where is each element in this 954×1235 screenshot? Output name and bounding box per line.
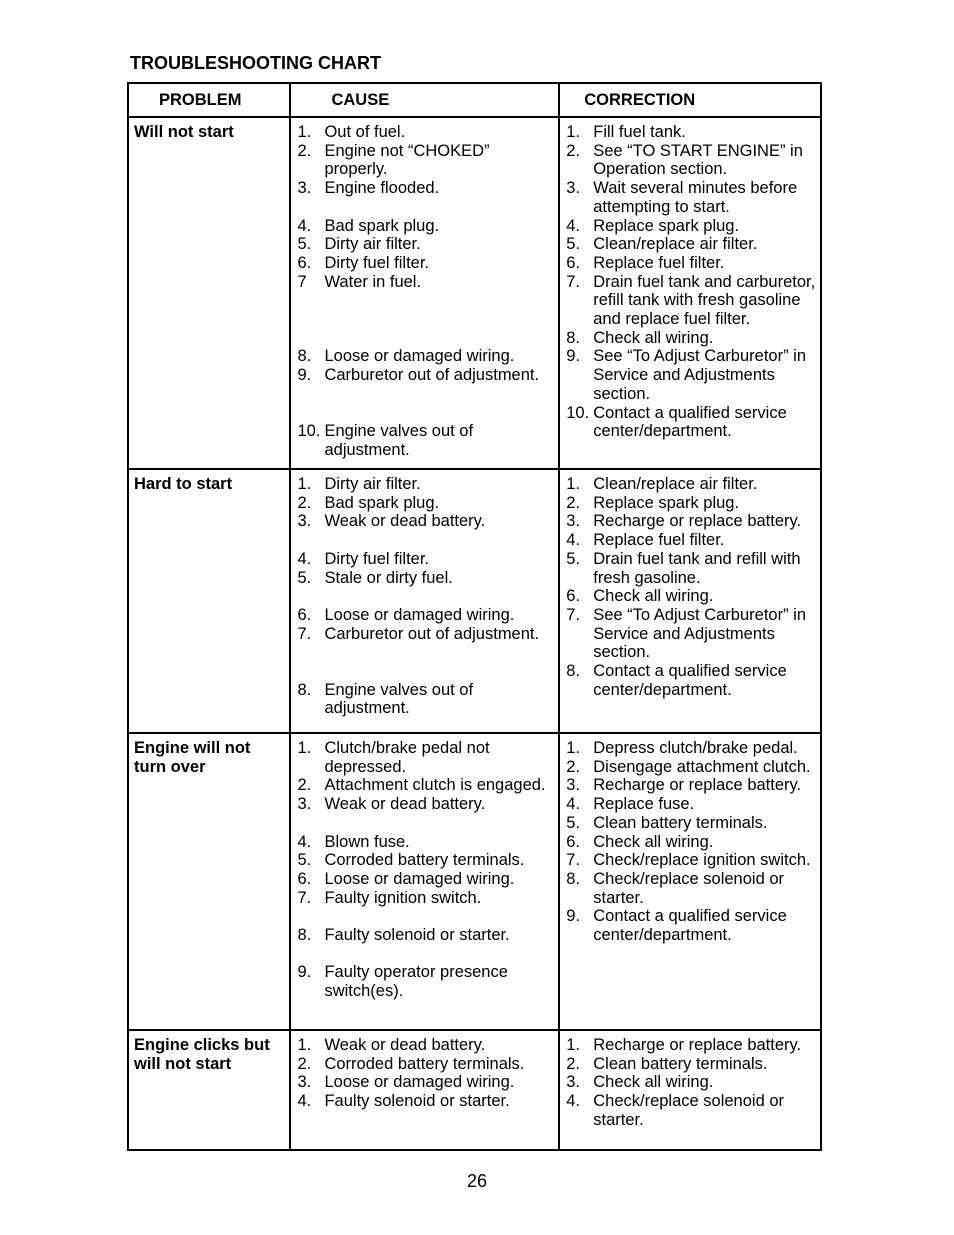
correction-cell — [559, 469, 821, 733]
list-item: 3. Engine flooded. — [297, 179, 440, 198]
cause-cell — [290, 469, 559, 733]
list-item: 1. Weak or dead battery. — [297, 1036, 486, 1054]
page-number: 26 — [466, 1171, 488, 1191]
list-item: 1. Clutch/brake pedal not depressed. — [297, 739, 490, 776]
cause-list — [291, 118, 558, 466]
list-item: 8. Faulty solenoid or starter. — [297, 926, 510, 944]
correction-cell — [559, 117, 821, 469]
list-item: 2. See “TO START ENGINE” in Operation section. — [566, 141, 803, 179]
table-row — [128, 1030, 821, 1150]
list-item: 5. Corroded battery terminals. — [297, 851, 525, 870]
list-item: 4. Replace spark plug. — [566, 216, 740, 235]
list-item: 3. Recharge or replace battery. — [566, 776, 802, 795]
list-item: 9. See “To Adjust Carburetor” in Service and Adjustments section. — [566, 347, 807, 403]
list-item: 3. Loose or damaged wiring. — [297, 1073, 515, 1092]
cause-list — [291, 734, 558, 1007]
list-item: 7. Carburetor out of adjustment. — [297, 624, 540, 643]
list-item: 6. Loose or damaged wiring. — [297, 869, 515, 888]
list-item: 1. Clean/replace air filter. — [566, 475, 758, 493]
list-item: 2. Engine not “CHOKED” properly. — [297, 141, 490, 179]
list-item: 8. Loose or damaged wiring. — [297, 347, 515, 366]
page-title: TROUBLESHOOTING CHART — [130, 53, 381, 73]
list-item: 1. Out of fuel. — [297, 123, 406, 141]
list-item: 7. See “To Adjust Carburetor” in Service and Adjustments section. — [566, 605, 807, 662]
list-item: 8. Engine valves out of adjustment. — [297, 680, 474, 718]
list-item: 2. Clean battery terminals. — [566, 1054, 768, 1073]
list-item: 7. Drain fuel tank and carburetor, refill tank with fresh gasoline and replace fuel filter. — [566, 272, 816, 329]
list-item: 9. Contact a qualified service center/department. — [566, 907, 787, 945]
list-item: 1. Fill fuel tank. — [566, 123, 686, 141]
cause-list — [291, 1031, 558, 1117]
problem-cell: Engine will not turn over — [128, 733, 290, 1030]
list-item: 6. Loose or damaged wiring. — [297, 605, 515, 624]
problem-cell: Will not start — [128, 117, 290, 469]
list-item: 1. Recharge or replace battery. — [566, 1036, 802, 1054]
list-item: 6. Replace fuel filter. — [566, 253, 725, 272]
correction-list — [560, 1031, 820, 1136]
table-header-row — [128, 83, 821, 117]
list-item: 3. Weak or dead battery. — [297, 795, 486, 814]
table-row — [128, 733, 821, 1030]
list-item: 4. Blown fuse. — [297, 832, 410, 851]
correction-list — [560, 470, 820, 705]
list-item: 8. Check all wiring. — [566, 328, 714, 347]
list-item: 6. Check all wiring. — [566, 832, 714, 851]
list-item: 6. Check all wiring. — [566, 587, 714, 606]
list-item: 2. Bad spark plug. — [297, 493, 440, 512]
list-item: 10. Contact a qualified service center/department. — [566, 403, 787, 441]
list-item: 2. Disengage attachment clutch. — [566, 757, 811, 776]
list-item: 3. Wait several minutes before attempting to start. — [566, 179, 798, 216]
correction-cell — [559, 1030, 821, 1150]
list-item: 4. Dirty fuel filter. — [297, 549, 429, 568]
list-item: 5. Clean/replace air filter. — [566, 235, 758, 254]
list-item: 3. Recharge or replace battery. — [566, 512, 802, 531]
cause-cell — [290, 1030, 559, 1150]
list-item: 4. Faulty solenoid or starter. — [297, 1092, 510, 1111]
list-item: 5. Clean battery terminals. — [566, 813, 768, 832]
list-item: 9. Faulty operator presence switch(es). — [297, 963, 508, 1001]
list-item: 5. Stale or dirty fuel. — [297, 568, 453, 587]
table-row — [128, 469, 821, 733]
list-item: 8. Check/replace solenoid or starter. — [566, 869, 785, 907]
list-item: 5. Dirty air filter. — [297, 235, 421, 254]
list-item: 9. Carburetor out of adjustment. — [297, 366, 540, 385]
cause-list — [291, 470, 558, 724]
list-item: 4. Replace fuse. — [566, 795, 695, 814]
correction-list — [560, 734, 820, 951]
list-item: 10. Engine valves out of adjustment. — [297, 422, 474, 459]
troubleshooting-table — [127, 82, 822, 1151]
cause-cell — [290, 733, 559, 1030]
list-item: 2. Replace spark plug. — [566, 493, 740, 512]
header-problem: PROBLEM — [128, 83, 290, 117]
list-item: 4. Check/replace solenoid or starter. — [566, 1092, 785, 1129]
list-item: 7. Check/replace ignition switch. — [566, 851, 811, 870]
header-correction: CORRECTION — [559, 83, 821, 117]
list-item: 7. Faulty ignition switch. — [297, 888, 482, 907]
list-item: 1. Dirty air filter. — [297, 475, 421, 493]
cause-cell — [290, 117, 559, 469]
list-item: 5. Drain fuel tank and refill with fresh gasoline. — [566, 549, 801, 587]
list-item: 4. Replace fuel filter. — [566, 531, 725, 550]
header-cause: CAUSE — [290, 83, 559, 117]
problem-cell: Hard to start — [128, 469, 290, 733]
correction-list — [560, 118, 820, 447]
list-item: 3. Check all wiring. — [566, 1073, 714, 1092]
list-item: 2. Attachment clutch is engaged. — [297, 776, 546, 795]
list-item: 7 Water in fuel. — [297, 272, 422, 291]
list-item: 1. Depress clutch/brake pedal. — [566, 739, 798, 757]
list-item: 4. Bad spark plug. — [297, 216, 440, 235]
table-row — [128, 117, 821, 469]
list-item: 3. Weak or dead battery. — [297, 512, 486, 531]
list-item: 6. Dirty fuel filter. — [297, 253, 429, 272]
correction-cell — [559, 733, 821, 1030]
problem-cell: Engine clicks but will not start — [128, 1030, 290, 1150]
list-item: 8. Contact a qualified service center/department. — [566, 662, 787, 699]
list-item: 2. Corroded battery terminals. — [297, 1054, 525, 1073]
